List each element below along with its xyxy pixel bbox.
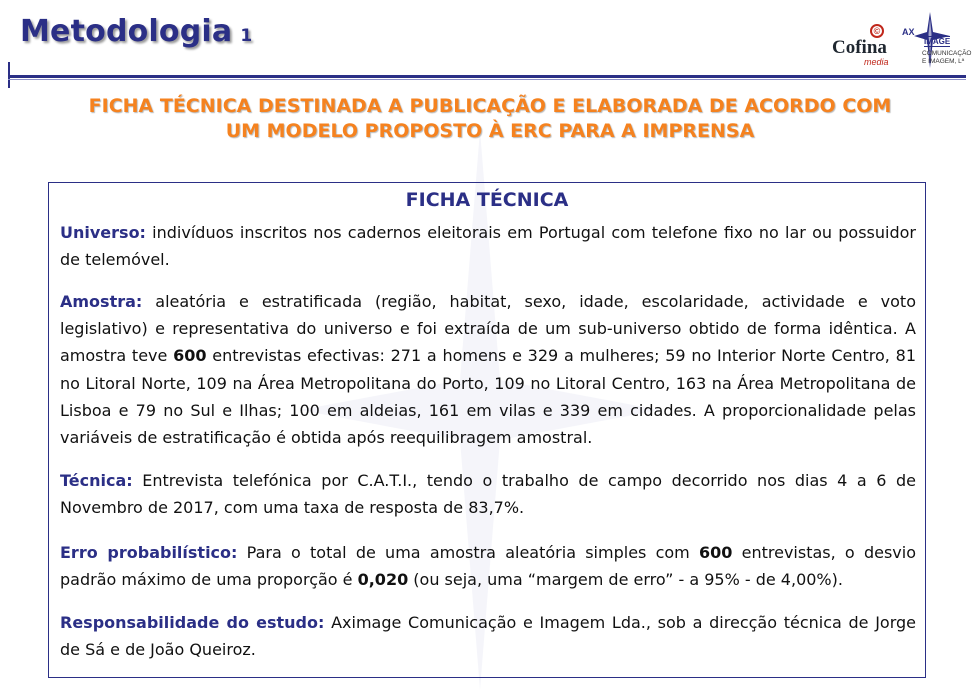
- erro-text-1: Para o total de uma amostra aleatória simples com: [237, 543, 699, 562]
- responsabilidade-label: Responsabilidade do estudo:: [60, 613, 325, 632]
- aximage-logo-ax: AX: [902, 27, 915, 37]
- aximage-logo-image: IMAGE: [924, 37, 951, 46]
- erro-std-dev: 0,020: [357, 570, 409, 590]
- erro-label: Erro probabilístico:: [60, 543, 238, 562]
- tecnica-text: Entrevista telefónica por C.A.T.I., tendo o trabalho de campo decorrido nos dias 4 a 6 de Novembro de 2017, com uma taxa de resposta de 83,7%.: [60, 471, 916, 518]
- page-title: [20, 14, 252, 49]
- erro-sample-size: 600: [699, 543, 733, 562]
- header-rule-thin: [8, 79, 966, 80]
- erro-text-3: (ou seja, uma “margem de erro” - a 95% - de 4,00%).: [408, 570, 843, 590]
- tecnica-paragraph: [60, 467, 916, 521]
- amostra-label: Amostra:: [60, 292, 143, 311]
- tecnica-label: Técnica:: [60, 471, 133, 490]
- responsabilidade-paragraph: [60, 609, 916, 663]
- header-rule: [8, 75, 966, 78]
- page-number: 1: [240, 26, 253, 46]
- erro-text-2: entrevistas, o desvio padrão máximo de uma proporção é: [60, 543, 916, 590]
- amostra-text-1: aleatória e estratificada (região, habitat, sexo, idade, escolaridade, actividade e voto legislativo) e representativa do universo e foi extraída de um sub-universo obtido de forma idêntica. A amostra teve: [60, 292, 916, 366]
- amostra-paragraph: [60, 288, 916, 451]
- universo-paragraph: [60, 219, 916, 273]
- amostra-sample-size: 600: [173, 346, 207, 366]
- responsabilidade-text: Aximage Comunicação e Imagem Lda., sob a direcção técnica de Jorge de Sá e de João Queiroz.: [60, 613, 917, 660]
- cofina-media-logo: [830, 22, 888, 66]
- copyright-icon: ©: [870, 24, 884, 38]
- cofina-logo-word: Cofina: [832, 37, 887, 58]
- aximage-logo: [900, 10, 972, 74]
- universo-label: Universo:: [60, 223, 146, 242]
- amostra-text-2: entrevistas efectivas: 271 a homens e 329 a mulheres; 59 no Interior Norte Centro, 81 no Litoral Norte, 109 na Área Metropolitana do Porto, 109 no Litoral Centro, 163 na Área Metropolitana de Lisboa e 79 no Sul e Ilhas; 100 em aldeias, 161 em vilas e 339 em cidades. A proporcionalidade pelas variáveis de estratificação é obtida após reequilibragem amostral.: [60, 346, 917, 448]
- ficha-tecnica-title: FICHA TÉCNICA: [405, 189, 569, 211]
- cofina-logo-sub: media: [864, 57, 889, 67]
- page-title-text: Metodologia: [20, 14, 233, 49]
- universo-text: indivíduos inscritos nos cadernos eleitorais em Portugal com telefone fixo no lar ou possuidor de telemóvel.: [60, 223, 916, 270]
- subtitle-line-2: UM MODELO PROPOSTO À ERC PARA A IMPRENSA: [225, 120, 755, 142]
- erro-paragraph: [60, 539, 916, 593]
- aximage-logo-sub: COMUNICAÇÃO E IMAGEM, Lª: [922, 50, 972, 65]
- subtitle-line-1: FICHA TÉCNICA DESTINADA A PUBLICAÇÃO E ELABORADA DE ACORDO COM: [88, 95, 892, 117]
